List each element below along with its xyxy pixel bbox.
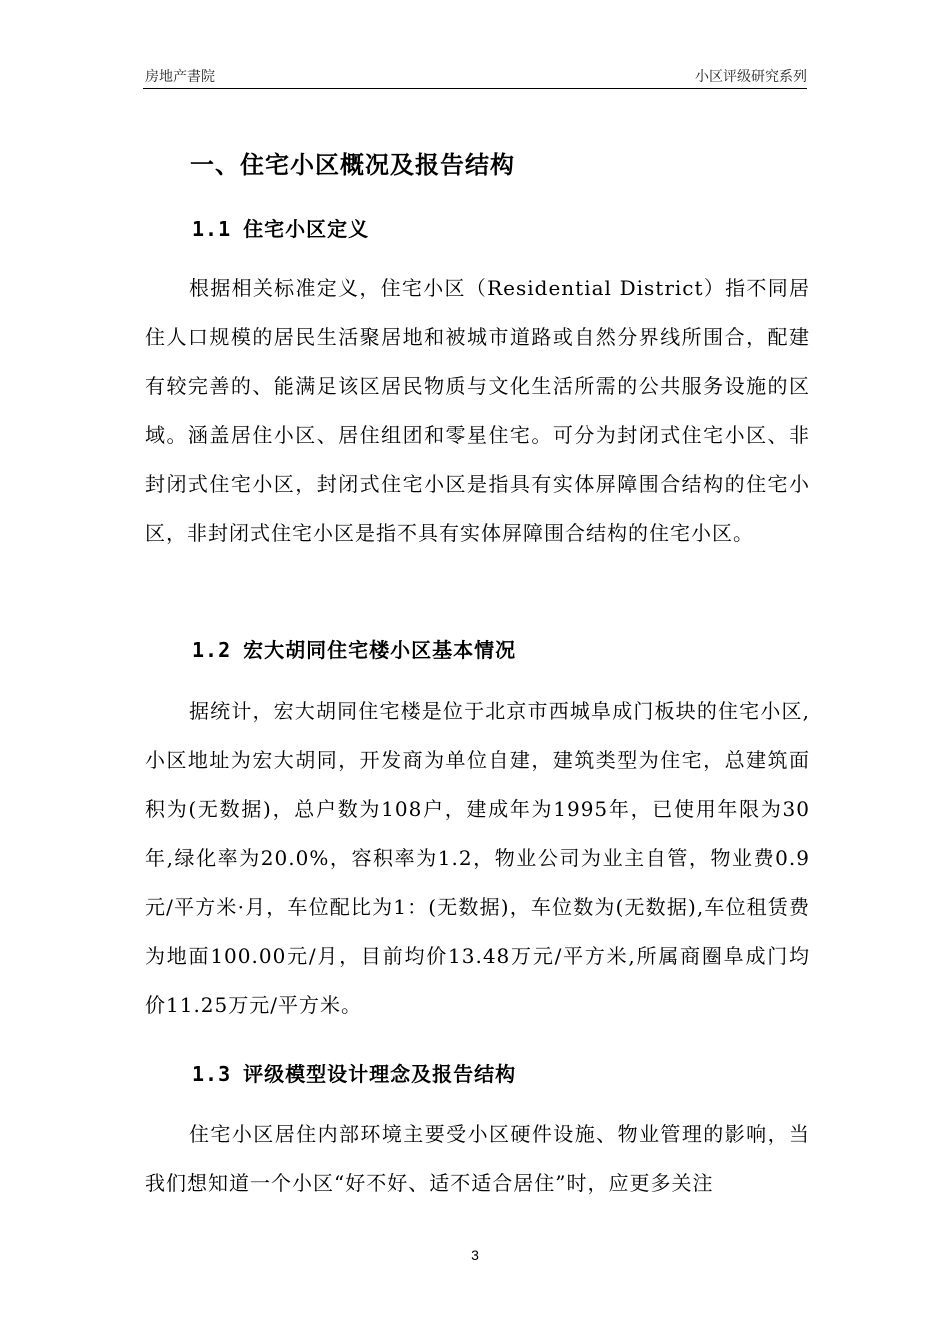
section-heading-1-2 (192, 634, 516, 663)
chapter-title: 一、住宅小区概况及报告结构 (190, 151, 515, 179)
section-body-1-3: 住宅小区居住内部环境主要受小区硬件设施、物业管理的影响，当我们想知道一个小区“好不好、适不适合居住”时，应更多关注 (145, 1122, 810, 1195)
section-body-1-2: 据统计，宏大胡同住宅楼是位于北京市西城阜成门板块的住宅小区,小区地址为宏大胡同，开发商为单位自建，建筑类型为住宅，总建筑面积为(无数据)，总户数为108户，建成年为1995年，已使用年限为30年,绿化率为20.0%，容积率为1.2，物业公司为业主自管，物业费0.9元/平方米·月，车位配比为1：(无数据)，车位数为(无数据),车位租赁费为地面100.00元/月，目前均价13.48万元/平方米,所属商圈阜成门均价11.25万元/平方米。 (145, 699, 810, 1017)
page-number: 3 (471, 1247, 479, 1263)
section-heading-1-3 (192, 1058, 516, 1087)
section-number: 1.2 (192, 638, 232, 662)
section-heading-1-1 (192, 213, 369, 242)
header-publisher: 房地产書院 (145, 69, 215, 85)
section-number: 1.3 (192, 1062, 232, 1086)
section-title: 住宅小区定义 (243, 217, 370, 241)
section-title: 评级模型设计理念及报告结构 (243, 1062, 517, 1086)
header-series: 小区评级研究系列 (695, 69, 807, 85)
section-body-1-1: 根据相关标准定义，住宅小区（Residential District）指不同居住人口规模的居民生活聚居地和被城市道路或自然分界线所围合，配建有较完善的、能满足该区居民物质与文化生活所需的公共服务设施的区域。涵盖居住小区、居住组团和零星住宅。可分为封闭式住宅小区、非封闭式住宅小区，封闭式住宅小区是指具有实体屏障围合结构的住宅小区，非封闭式住宅小区是指不具有实体屏障围合结构的住宅小区。 (145, 276, 810, 545)
section-title: 宏大胡同住宅楼小区基本情况 (243, 638, 517, 662)
header-divider (143, 88, 807, 89)
section-number: 1.1 (192, 217, 232, 241)
